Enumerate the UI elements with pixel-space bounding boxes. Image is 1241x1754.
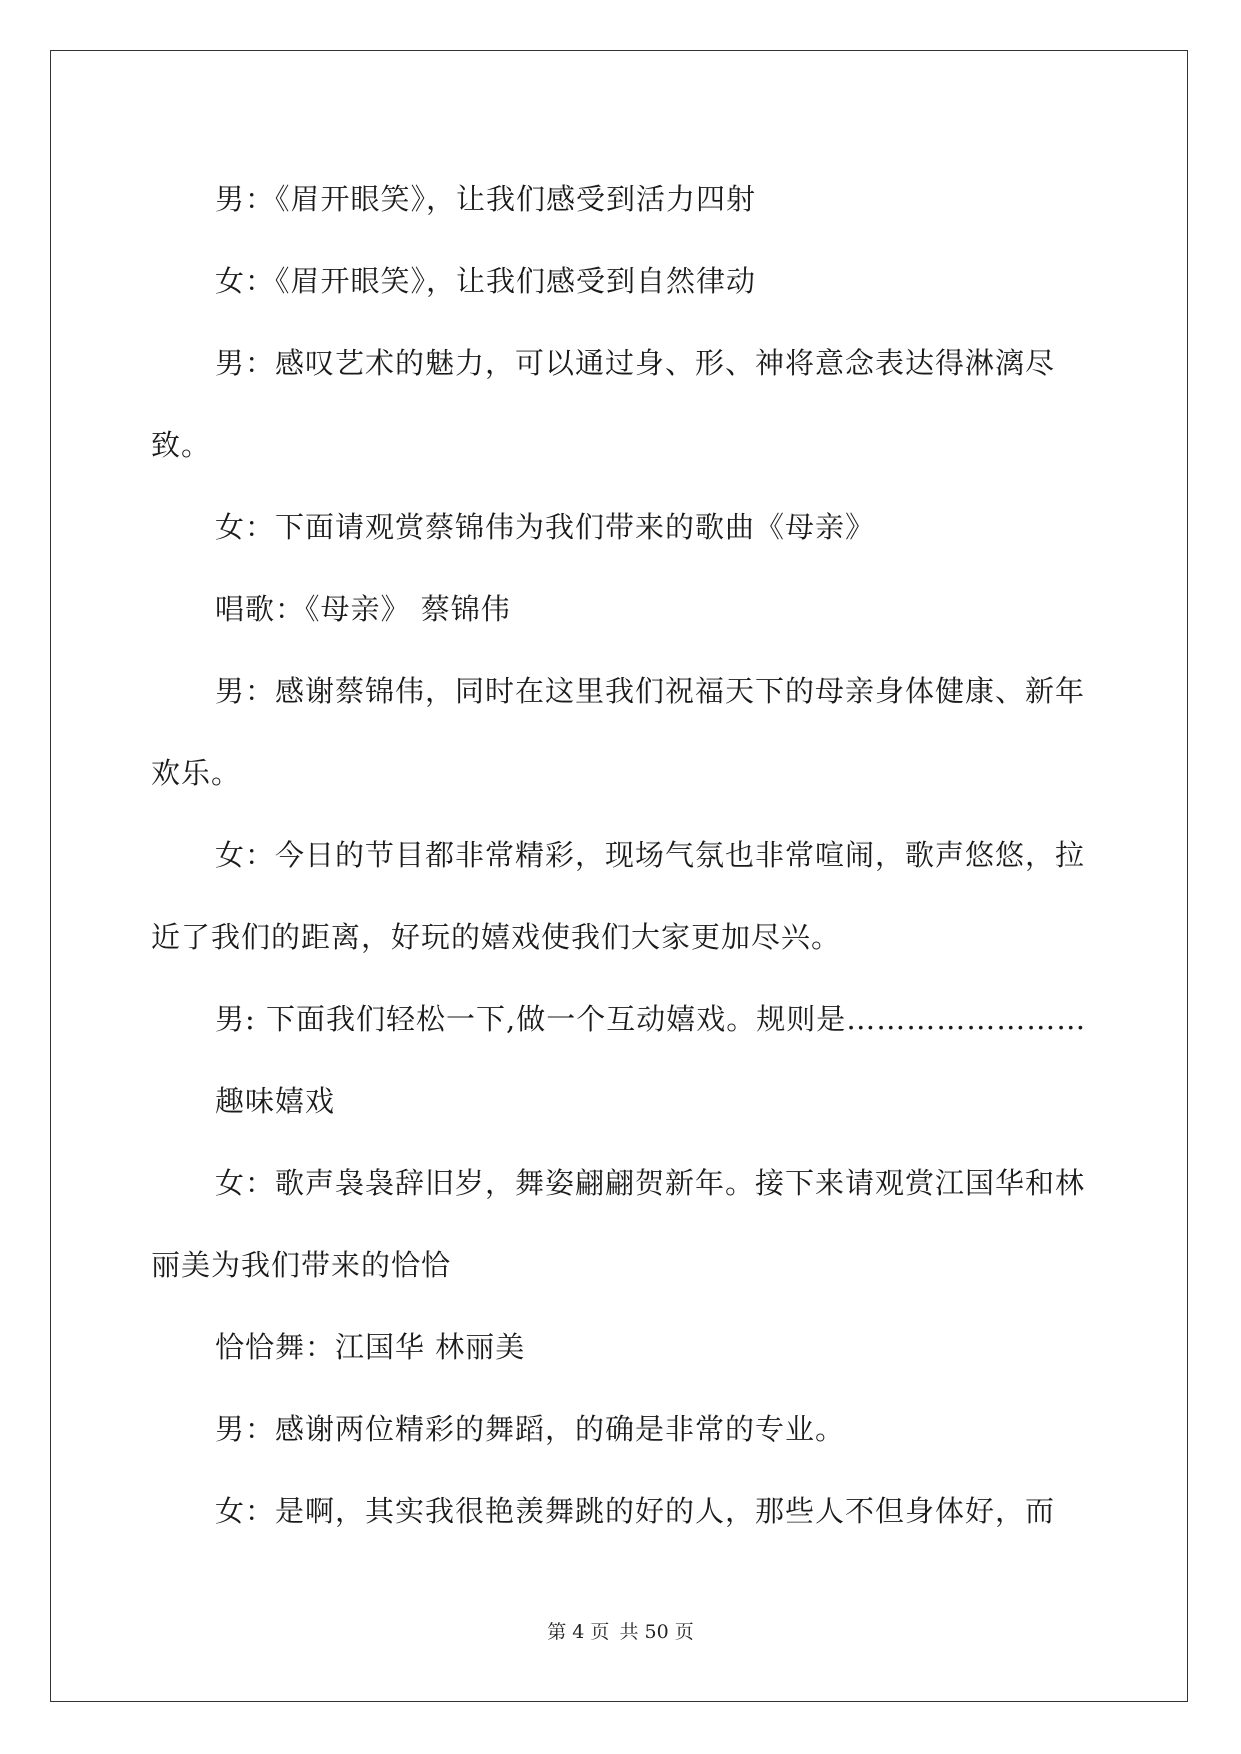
paragraph: 男：感谢两位精彩的舞蹈，的确是非常的专业。	[215, 1412, 846, 1446]
paragraph: 唱歌：《母亲》 蔡锦伟	[215, 592, 511, 626]
page-number: 第 4 页	[547, 1621, 610, 1643]
paragraph: 男：感谢蔡锦伟，同时在这里我们祝福天下的母亲身体健康、新年欢乐。	[151, 674, 1086, 790]
paragraph: 女：歌声袅袅辞旧岁，舞姿翩翩贺新年。接下来请观赏江国华和林丽美为我们带来的恰恰	[151, 1166, 1086, 1282]
page-footer	[0, 1617, 1241, 1644]
paragraph: 女：《眉开眼笑》，让我们感受到自然律动	[215, 264, 757, 298]
paragraph: 女：是啊，其实我很艳羡舞跳的好的人，那些人不但身体好，而	[215, 1494, 1056, 1528]
paragraph: 女：今日的节目都非常精彩，现场气氛也非常喧闹，歌声悠悠，拉近了我们的距离，好玩的嬉戏使我们大家更加尽兴。	[151, 838, 1086, 954]
paragraph: 男：《眉开眼笑》，让我们感受到活力四射	[215, 182, 757, 216]
paragraph: 女：下面请观赏蔡锦伟为我们带来的歌曲《母亲》	[215, 510, 876, 544]
paragraph: 趣味嬉戏	[215, 1084, 336, 1118]
paragraph: 男: 下面我们轻松一下,做一个互动嬉戏。规则是……………………	[215, 1002, 1087, 1036]
paragraph: 男：感叹艺术的魅力，可以通过身、形、神将意念表达得淋漓尽致。	[151, 346, 1056, 462]
paragraph: 恰恰舞：江国华 林丽美	[215, 1330, 526, 1364]
document-body	[151, 158, 1095, 1552]
page-total: 共 50 页	[619, 1621, 694, 1643]
